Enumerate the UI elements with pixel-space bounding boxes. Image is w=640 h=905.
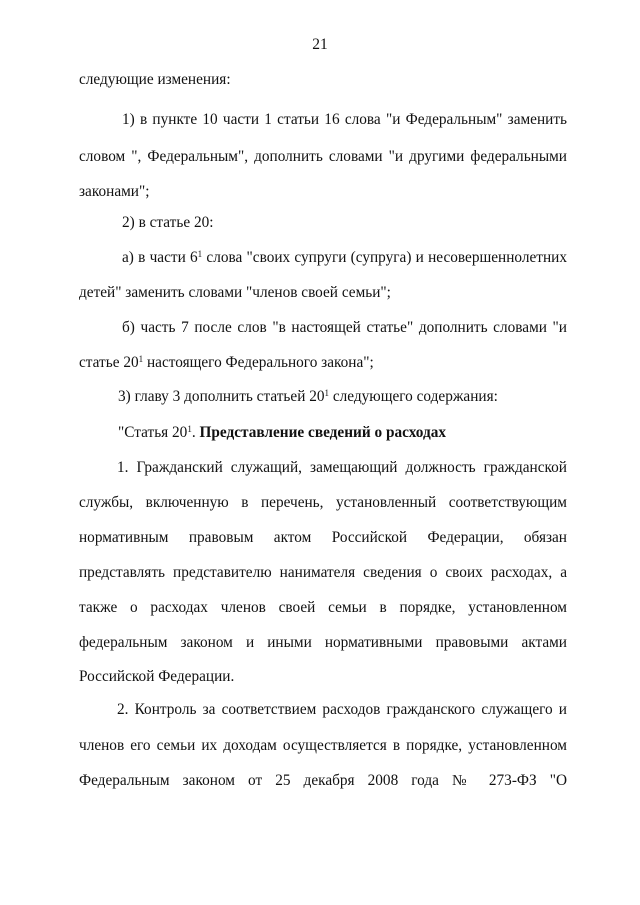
text-line: членов его семьи их доходам осуществляется в порядке, установленном bbox=[79, 737, 567, 754]
superscript: 1 bbox=[324, 388, 330, 398]
text-fragment: статье 20 bbox=[79, 354, 139, 371]
text-line: 2) в статье 20: bbox=[122, 214, 214, 231]
text-fragment: . bbox=[191, 424, 200, 441]
text-line: Российской Федерации. bbox=[79, 668, 235, 685]
text-line: также о расходах членов своей семьи в порядке, установленном bbox=[79, 599, 567, 616]
text-line bbox=[79, 353, 374, 373]
superscript: 1 bbox=[138, 354, 144, 364]
text-line: законами"; bbox=[79, 183, 150, 200]
text-fragment: следующего содержания: bbox=[329, 388, 498, 405]
text-line: б) часть 7 после слов "в настоящей статье" дополнить словами "и bbox=[122, 319, 567, 336]
text-line: следующие изменения: bbox=[79, 71, 231, 88]
text-fragment: "Статья 20 bbox=[118, 424, 188, 441]
page-number: 21 bbox=[312, 36, 328, 53]
text-line: службы, включенную в перечень, установленный соответствующим bbox=[79, 494, 567, 511]
text-line: словом ", Федеральным", дополнить словами "и другими федеральными bbox=[79, 148, 567, 165]
text-line: детей" заменить словами "членов своей семьи"; bbox=[79, 284, 391, 301]
text-fragment: слова "своих супруги (супруга) и несовершеннолетних bbox=[202, 249, 567, 266]
text-line: федеральным законом и иными нормативными правовыми актами bbox=[79, 634, 567, 651]
text-line: 1) в пункте 10 части 1 статьи 16 слова "и Федеральным" заменить bbox=[122, 111, 567, 128]
article-title: Представление сведений о расходах bbox=[199, 424, 446, 441]
text-fragment: а) в части 6 bbox=[122, 249, 198, 266]
article-heading bbox=[118, 423, 446, 443]
text-line: 1. Гражданский служащий, замещающий должность гражданской bbox=[117, 459, 567, 476]
text-fragment: настоящего Федерального закона"; bbox=[143, 354, 374, 371]
text-line: представлять представителю нанимателя сведения о своих расходах, а bbox=[79, 564, 567, 581]
superscript: 1 bbox=[197, 249, 203, 259]
superscript: 1 bbox=[187, 424, 192, 434]
text-line: Федеральным законом от 25 декабря 2008 года № 273-ФЗ "О bbox=[79, 772, 567, 789]
text-fragment: 3) главу 3 дополнить статьей 20 bbox=[118, 388, 325, 405]
text-line: нормативным правовым актом Российской Федерации, обязан bbox=[79, 529, 567, 546]
text-line bbox=[118, 387, 498, 407]
text-line: 2. Контроль за соответствием расходов гражданского служащего и bbox=[117, 701, 567, 718]
text-line bbox=[122, 248, 567, 268]
